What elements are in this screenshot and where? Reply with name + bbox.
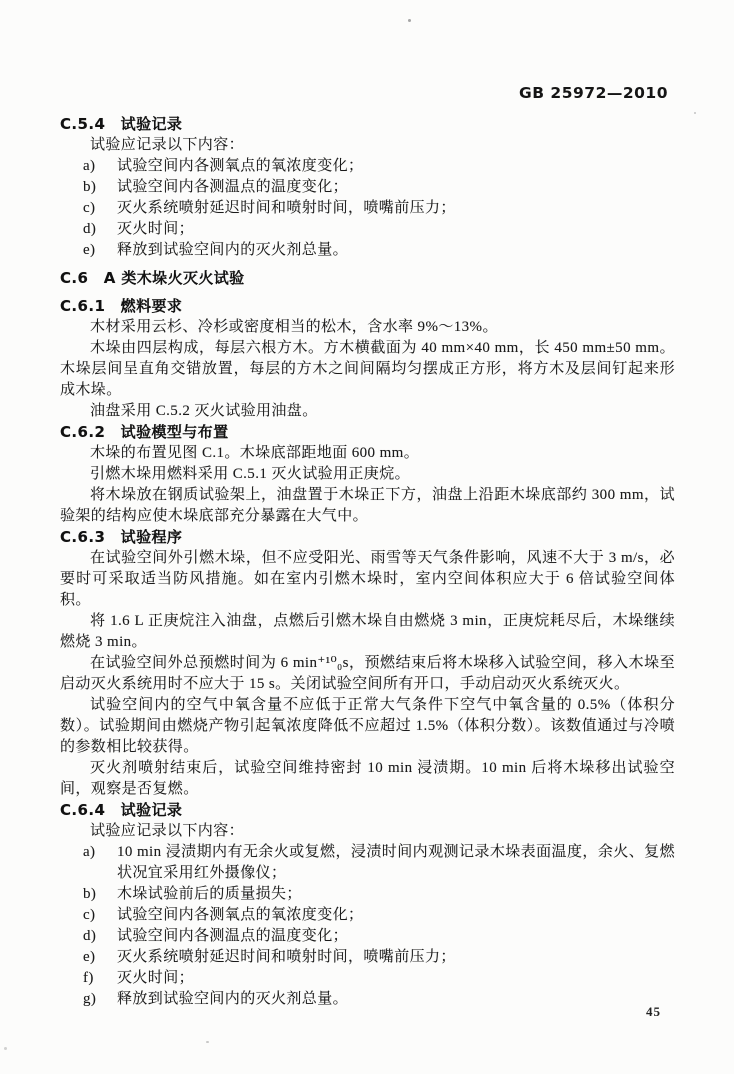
- paragraph: 引燃木垛用燃料采用 C.5.1 灭火试验用正庚烷。: [90, 466, 411, 482]
- list-item-text: 试验空间内各测氧点的氧浓度变化；: [117, 158, 364, 174]
- standard-number: GB 25972—2010: [519, 84, 668, 102]
- list-item: [60, 884, 675, 905]
- list-item: [60, 842, 675, 884]
- scan-speck: [206, 1041, 209, 1043]
- list-item-text: 灭火时间；: [117, 221, 195, 237]
- paragraph: 木材采用云杉、冷杉或密度相当的松木，含水率 9%～13%。: [90, 319, 498, 335]
- list-item: [60, 947, 675, 968]
- section-heading: C.5.4 试验记录: [60, 115, 183, 133]
- list-marker: d): [83, 928, 97, 944]
- paragraph: 在试验空间外引燃木垛，但不应受阳光、雨雪等天气条件影响，风速不大于 3 m/s，必要时可采取适当防风措施。如在室内引燃木垛时，室内空间体积应大于 6 倍试验空间体积。: [60, 550, 675, 608]
- list-item: [60, 240, 675, 261]
- list-item-text: 试验空间内各测温点的温度变化；: [117, 179, 349, 195]
- list-item: [60, 177, 675, 198]
- list-marker: g): [83, 991, 97, 1007]
- list-marker: f): [83, 970, 94, 986]
- list-item-text: 释放到试验空间内的灭火剂总量。: [117, 242, 349, 258]
- section-heading: C.6.2 试验模型与布置: [60, 423, 229, 441]
- paragraph: 将木垛放在钢质试验架上，油盘置于木垛正下方，油盘上沿距木垛底部约 300 mm，试验架的结构应使木垛底部充分暴露在大气中。: [60, 487, 675, 524]
- list-item: [60, 156, 675, 177]
- list-marker: a): [83, 844, 96, 860]
- list-item: [60, 198, 675, 219]
- paragraph: 木垛由四层构成，每层六根方木。方木横截面为 40 mm×40 mm，长 450 mm±50 mm。木垛层间呈直角交错放置，每层的方木之间间隔均匀摆成正方形，将方木及层间钉起来形成木垛。: [60, 340, 675, 398]
- paragraph: 在试验空间外总预燃时间为 6 min⁺¹⁰₀s，预燃结束后将木垛移入试验空间，移入木垛至启动灭火系统用时不应大于 15 s。关闭试验空间所有开口，手动启动灭火系统灭火。: [60, 655, 675, 692]
- list-item: [60, 989, 675, 1010]
- list-marker: d): [83, 221, 97, 237]
- section-heading: C.6.3 试验程序: [60, 528, 183, 546]
- list-item: [60, 968, 675, 989]
- paragraph: 试验空间内的空气中氧含量不应低于正常大气条件下空气中氧含量的 0.5%（体积分数）。试验期间由燃烧产物引起氧浓度降低不应超过 1.5%（体积分数）。该数值通过与冷喷的参数相比较获得。: [60, 697, 675, 755]
- section-heading: C.6.4 试验记录: [60, 801, 183, 819]
- list-marker: e): [83, 949, 96, 965]
- list-item-text: 灭火系统喷射延迟时间和喷射时间，喷嘴前压力；: [117, 200, 456, 216]
- paragraph: 将 1.6 L 正庚烷注入油盘，点燃后引燃木垛自由燃烧 3 min，正庚烷耗尽后，木垛继续燃烧 3 min。: [60, 613, 675, 650]
- list-item-text: 灭火时间；: [117, 970, 195, 986]
- paragraph: 试验应记录以下内容：: [90, 137, 245, 153]
- list-item-text: 试验空间内各测氧点的氧浓度变化；: [117, 907, 364, 923]
- list-item-text: 10 min 浸渍期内有无余火或复燃，浸渍时间内观测记录木垛表面温度，余火、复燃状况宜采用红外摄像仪；: [117, 844, 675, 881]
- list-marker: a): [83, 158, 96, 174]
- list-marker: c): [83, 907, 96, 923]
- list-item: [60, 905, 675, 926]
- list-item-text: 灭火系统喷射延迟时间和喷射时间，喷嘴前压力；: [117, 949, 456, 965]
- scan-speck: [408, 19, 411, 22]
- section-heading: C.6 A 类木垛火灭火试验: [60, 269, 245, 287]
- list-item: [60, 926, 675, 947]
- paragraph: 木垛的布置见图 C.1。木垛底部距地面 600 mm。: [90, 445, 420, 461]
- document-content: [60, 114, 675, 1010]
- list-item-text: 试验空间内各测温点的温度变化；: [117, 928, 349, 944]
- scan-speck: [4, 1047, 7, 1050]
- paragraph: 灭火剂喷射结束后，试验空间维持密封 10 min 浸渍期。10 min 后将木垛移出试验空间，观察是否复燃。: [60, 760, 675, 797]
- list-marker: b): [83, 886, 97, 902]
- paragraph: 试验应记录以下内容：: [90, 823, 245, 839]
- list-marker: c): [83, 200, 96, 216]
- list-item-text: 释放到试验空间内的灭火剂总量。: [117, 991, 349, 1007]
- section-heading: C.6.1 燃料要求: [60, 297, 183, 315]
- page-number: 45: [646, 1004, 661, 1019]
- list-item-text: 木垛试验前后的质量损失；: [117, 886, 302, 902]
- scan-speck: [694, 112, 696, 114]
- list-marker: e): [83, 242, 96, 258]
- list-item: [60, 219, 675, 240]
- list-marker: b): [83, 179, 97, 195]
- paragraph: 油盘采用 C.5.2 灭火试验用油盘。: [90, 403, 318, 419]
